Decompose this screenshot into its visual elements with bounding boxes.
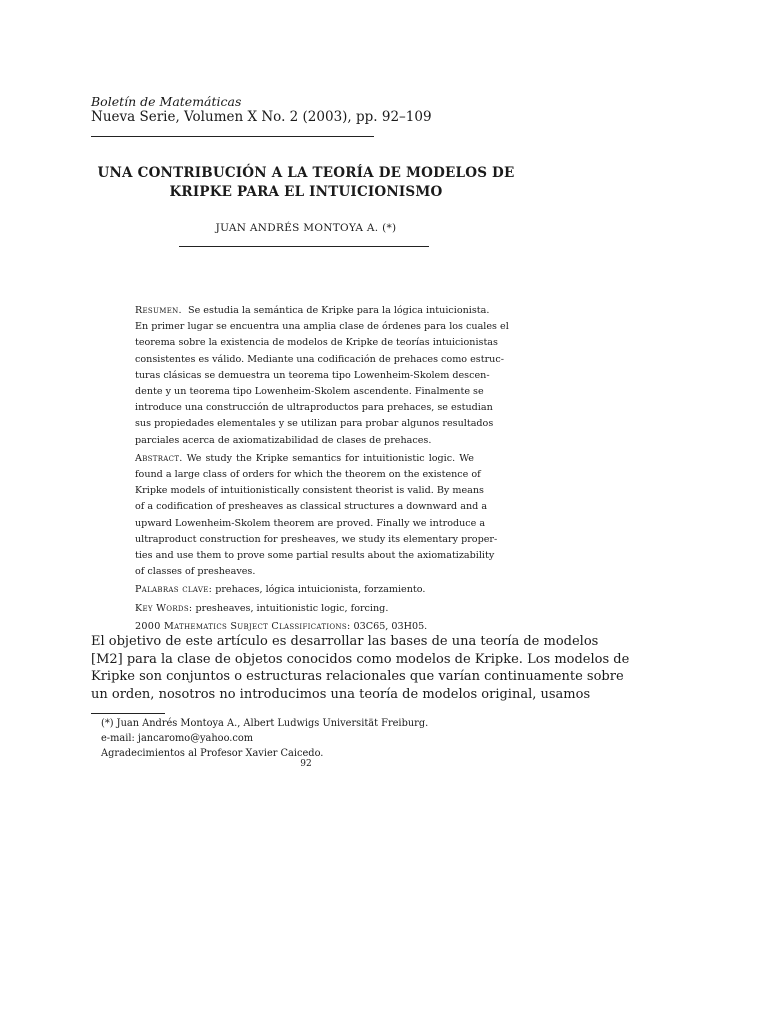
page-number: 92 [300, 759, 312, 769]
title-line-2: KRIPKE PARA EL INTUICIONISMO [169, 184, 443, 200]
abstract-block [135, 303, 509, 637]
abstract-line: found a large class of orders for which the theorem on the existence of [135, 469, 481, 481]
footnote [101, 716, 428, 761]
author-rule [179, 246, 429, 247]
header-rule [91, 136, 374, 137]
footnote-thanks: Agradecimientos al Profesor Xavier Caicedo. [101, 748, 324, 759]
abstract-label: Abstract. [135, 452, 183, 464]
abstract-line: of a codification of presheaves as classical structures a downward and a [135, 501, 488, 513]
body-line: Kripke son conjuntos o estructuras relacionales que varían continuamente sobre [91, 669, 624, 684]
author-name: JUAN ANDRÉS MONTOYA A. (*) [215, 222, 397, 234]
key-words-label: Key Words: [135, 602, 193, 614]
msc-text: 03C65, 03H05. [353, 620, 428, 632]
journal-name: Boletín de Matemáticas [91, 94, 242, 109]
body-text [91, 633, 630, 703]
palabras-clave-label: Palabras clave: [135, 584, 213, 596]
key-words-text: presheaves, intuitionistic logic, forcing. [195, 602, 389, 614]
resumen-line: dente y un teorema tipo Lowenheim-Skolem ascendente. Finalmente se [135, 386, 484, 398]
abstract-line: ties and use them to prove some partial results about the axiomatizability [135, 550, 495, 562]
abstract-line: ultraproduct construction for presheaves, we study its elementary proper- [135, 533, 498, 545]
footnote-email: e-mail: jancaromo@yahoo.com [101, 733, 254, 744]
key-words [135, 601, 474, 617]
footnote-author: (*) Juan Andrés Montoya A., Albert Ludwigs Universität Freiburg. [101, 718, 429, 729]
resumen-line: parciales acerca de axiomatizabilidad de clases de prehaces. [135, 434, 432, 446]
abstract-paragraph [135, 451, 498, 581]
palabras-clave-text: prehaces, lógica intuicionista, forzamiento. [215, 584, 426, 596]
journal-series: Nueva Serie, Volumen X No. 2 (2003), pp. 92–109 [91, 109, 432, 125]
msc-label: 2000 Mathematics Subject Classifications: [135, 620, 351, 632]
body-line: [M2] para la clase de objetos conocidos como modelos de Kripke. Los modelos de [91, 651, 630, 667]
abstract-line: upward Lowenheim-Skolem theorem are proved. Finally we introduce a [135, 517, 486, 529]
resumen-paragraph [135, 303, 509, 449]
abstract-line: Kripke models of intuitionistically consistent theorist is valid. By means [135, 485, 484, 497]
abstract-line: of classes of presheaves. [135, 566, 256, 578]
abstract-line: Abstract. We study the Kripke semantics for intuitionistic logic. We [135, 452, 474, 464]
resumen-line: sus propiedades elementales y se utilizan para probar algunos resultados [135, 418, 494, 430]
paper-title [91, 164, 521, 202]
resumen-line: introduce una construcción de ultraproductos para prehaces, se estudian [135, 402, 493, 414]
resumen-line: En primer lugar se encuentra una amplia clase de órdenes para los cuales el [135, 321, 509, 333]
resumen-line: Resumen. Se estudia la semántica de Kripke para la lógica intuicionista. [135, 305, 490, 316]
body-line: un orden, nosotros no introducimos una teoría de modelos original, usamos [91, 686, 591, 702]
body-line: El objetivo de este artículo es desarrollar las bases de una teoría de modelos [91, 634, 599, 649]
footnote-rule [91, 713, 165, 714]
resumen-line: teorema sobre la existencia de modelos de Kripke de teorías intuicionistas [135, 337, 498, 349]
resumen-line: consistentes es válido. Mediante una codificación de prehaces como estruc- [135, 353, 504, 365]
title-line-1: UNA CONTRIBUCIÓN A LA TEORÍA DE MODELOS DE [97, 165, 515, 181]
palabras-clave [135, 582, 474, 598]
resumen-label: Resumen. [135, 305, 182, 316]
resumen-line: turas clásicas se demuestra un teorema tipo Lowenheim-Skolem descen- [135, 369, 490, 381]
